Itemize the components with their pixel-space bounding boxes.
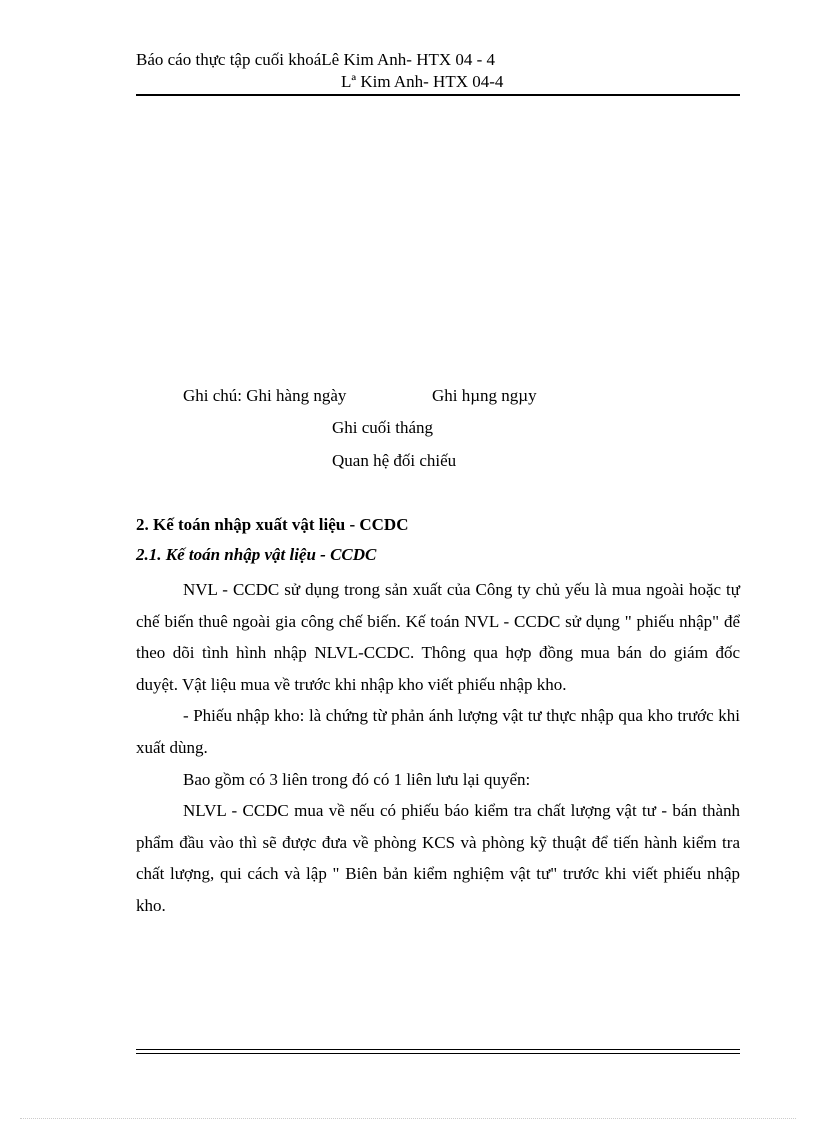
paragraph: NLVL - CCDC mua về nếu có phiếu báo kiểm tra chất lượng vật tư - bán thành phẩm đầu vào thì sẽ được đưa về phòng KCS và phòng kỹ thuật để tiến hành kiểm tra chất lượng, qui cách và lập " Biên bản kiểm nghiệm vật tư" trước khi viết phiếu nhập kho. xyxy=(136,801,740,915)
paragraph: - Phiếu nhập kho: là chứng từ phản ánh lượng vật tư thực nhập qua kho trước khi xuất dùng. xyxy=(136,706,740,757)
legend-reconcile: Quan hệ đối chiếu xyxy=(332,451,457,470)
subsection-heading: 2.1. Kế toán nhập vật liệu - CCDC xyxy=(136,545,377,564)
paragraph: NVL - CCDC sử dụng trong sản xuất của Công ty chủ yếu là mua ngoài hoặc tự chế biến thuê ngoài gia công chế biến. Kế toán NVL - CCDC sử dụng " phiếu nhập" để theo dõi tình hình nhập NLVL-CCDC. Thông qua hợp đồng mua bán do giám đốc duyệt. Vật liệu mua về trước khi nhập kho viết phiếu nhập kho. xyxy=(136,580,740,694)
page-edge xyxy=(20,1118,796,1119)
footer-rule xyxy=(136,1049,740,1050)
section-heading: 2. Kế toán nhập xuất vật liệu - CCDC xyxy=(136,515,409,534)
footer-rule-second xyxy=(136,1053,740,1054)
legend-month-end: Ghi cuối tháng xyxy=(332,418,434,437)
paragraph: Bao gồm có 3 liên trong đó có 1 liên lưu lại quyển: xyxy=(183,769,531,789)
legend-daily: Ghi chú: Ghi hàng ngày xyxy=(183,386,347,405)
body-text xyxy=(136,574,740,922)
running-header: Báo cáo thực tập cuối khoáLê Kim Anh- HTX 04 - 4 xyxy=(136,50,496,69)
running-header-subline: Lª Kim Anh- HTX 04-4 xyxy=(341,72,504,91)
legend-daily-garbled: Ghi hµng ngµy xyxy=(432,386,537,405)
header-rule xyxy=(136,94,740,96)
